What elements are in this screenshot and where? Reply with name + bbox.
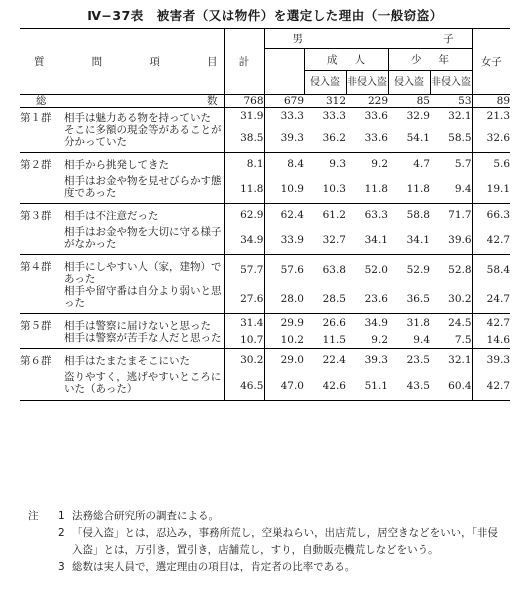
group-label: 第５群 (20, 314, 64, 349)
adult-header: 成 人 (304, 49, 388, 71)
table-row: そこに多額の現金等があることが分かっていた 38.5 39.3 36.2 33.6 54.1 58.5 32.6 (20, 124, 510, 153)
table-row: 第３群 相手は不注意だった 62.9 62.4 61.2 63.3 58.8 71.7 66.3 (20, 204, 510, 227)
table-row: 第２群 相手から挑発してきた 8.1 8.4 9.3 9.2 4.7 5.7 5.6 (20, 153, 510, 176)
group-label: 第６群 (20, 349, 64, 401)
table-row: 相手はお金や物を見せびらかす態度であった 11.8 10.9 10.3 11.8 11.8 9.4 19.1 (20, 175, 510, 204)
table-row: 盗りやすく，逃げやすいところにいた（あった） 46.5 47.0 42.6 51.1 43.5 60.4 42.7 (20, 371, 510, 401)
juvenile-intrusion-header: 侵入盗 (388, 71, 430, 95)
data-table (20, 28, 510, 401)
female-header: 女子 (472, 29, 510, 95)
group-label: 第４群 (20, 255, 64, 314)
table-row: 第４群 相手にしやすい人（家，建物）であった 57.7 57.6 63.8 52.0 52.9 52.8 58.4 (20, 255, 510, 286)
table-row: 相手はお金や物を大切に守る様子がなかった 34.9 33.9 32.7 34.1 34.1 39.6 42.7 (20, 226, 510, 255)
male-total-spacer (264, 49, 304, 95)
footnote: 3 総数は実人員で，選定理由の項目は，肯定者の比率である。 (58, 561, 356, 573)
table-row: 相手や留守番は自分より弱いと思った 27.6 28.0 28.5 23.6 36.5 30.2 24.7 (20, 285, 510, 314)
juvenile-header: 少 年 (388, 49, 472, 71)
group-label: 第１群 (20, 112, 52, 124)
footnote: 2 「侵入盗」とは，忍込み，事務所荒し，空巣ねらい，出店荒し，居空きなどをいい，「非侵入盗」とは，万引き，置引き，店舗荒し，すり，自動販売機荒しなどをいう。 (58, 527, 498, 556)
male-header: 男 子 (264, 29, 472, 49)
footnote-lead: 注 (28, 510, 39, 522)
footnotes (28, 508, 508, 576)
adult-non-intrusion-header: 非侵入盗 (346, 71, 388, 95)
item-header: 質 問 項 目 (34, 55, 218, 68)
juvenile-non-intrusion-header: 非侵入盗 (430, 71, 472, 95)
total-row: 総 数 768 679 312 229 85 53 89 (20, 95, 510, 108)
table-row: 第１群 相手は魅力ある物を持っていた 31.9 33.3 33.3 33.6 32.9 32.1 21.3 (20, 108, 510, 125)
footnote: 注 1 法務総合研究所の調査による。 (28, 508, 508, 525)
group-label: 第３群 (20, 204, 64, 255)
group-label: 第２群 (20, 153, 64, 204)
adult-intrusion-header: 侵入盗 (304, 71, 346, 95)
table-row: 第６群 相手はたまたまそこにいた 30.2 29.0 22.4 39.3 23.5 32.1 39.3 (20, 349, 510, 372)
table-row: 第５群 相手は警察に届けないと思った 31.4 29.9 26.6 34.9 31.8 24.5 42.7 (20, 314, 510, 333)
table-title: Ⅳ−37表 被害者（又は物件）を選定した理由（一般窃盗） (87, 8, 443, 23)
table-row: 相手は警察が苦手な人だと思った 10.7 10.2 11.5 9.2 9.4 7.5 14.6 (20, 332, 510, 349)
total-header: 計 (224, 29, 264, 95)
item-header-cell (20, 29, 224, 95)
